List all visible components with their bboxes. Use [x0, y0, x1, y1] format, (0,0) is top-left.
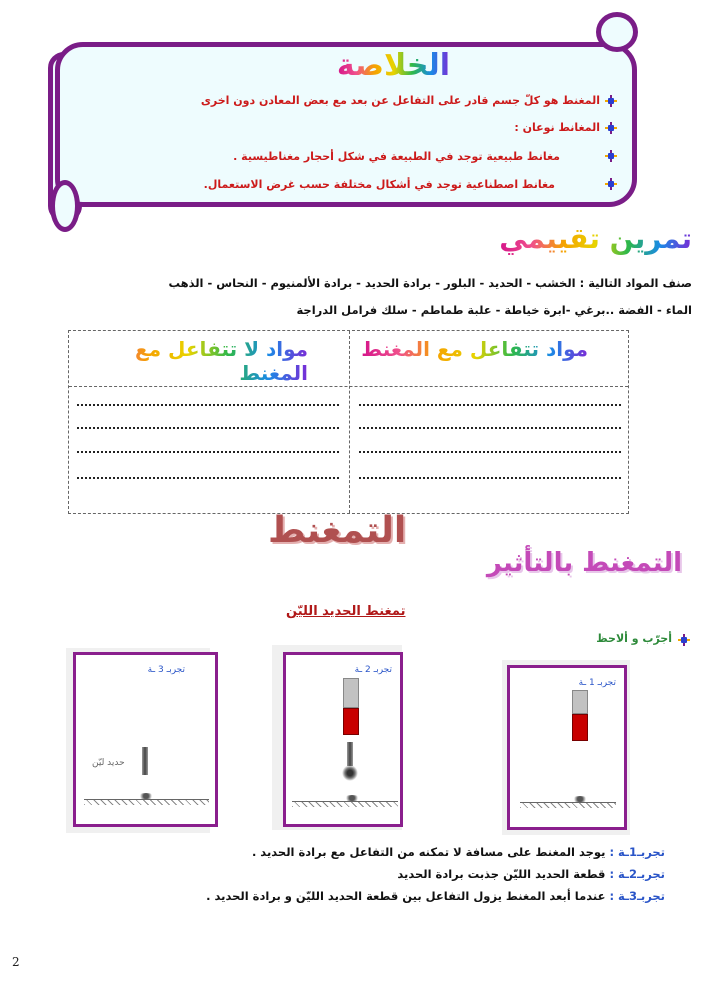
summary-line: مغانط اصطناعية توجد في أشكال مختلفة حسب غرض الاستعمال.: [203, 178, 555, 191]
experiment-2-label: تجربـ 2 ـة: [354, 665, 392, 675]
observation-text: عندما أبعد المغنط يزول التفاعل بين قطعة الحديد الليّن و برادة الحديد .: [206, 889, 606, 903]
answer-line[interactable]: [359, 451, 621, 453]
exercise-instruction: صنف المواد التالية : الخشب - الحديد - البلور - برادة الحديد - برادة الألمنيوم - النحاس - الذهب: [168, 276, 692, 290]
observation-text: يوجد المغنط على مسافة لا تمكنه من التفاعل مع برادة الحديد .: [251, 845, 606, 859]
observation-label: تجربـ3ـة :: [609, 889, 665, 903]
page-number: 2: [12, 955, 20, 969]
attached-filings-icon: [342, 765, 358, 781]
experiment-3-label: تجربـ 3 ـة: [147, 665, 185, 675]
column-header-not-interacts: مواد لا تتفاعل مع المغنط: [69, 337, 308, 385]
experiment-3-frame: [73, 652, 218, 827]
classification-table: [68, 330, 629, 514]
soft-iron-label: حديد ليّن: [92, 758, 125, 768]
table-hatch: [520, 803, 616, 808]
answer-line[interactable]: [77, 404, 339, 406]
exercise-title: تمرين تقييمي: [499, 222, 692, 255]
bullet-icon: [605, 122, 617, 134]
bullet-icon: [605, 178, 617, 190]
bullet-icon: [605, 95, 617, 107]
observation-line: [252, 845, 665, 859]
observation-line: [397, 867, 665, 881]
scroll-curl-decoration: [50, 180, 80, 232]
experiment-heading: تمغنط الحديد الليّن: [286, 604, 406, 619]
summary-line: مغانط طبيعية توجد في الطبيعة في شكل أحجار مغناطيسية .: [233, 150, 560, 163]
soft-iron-bar: [347, 742, 353, 766]
experiment-1-label: تجربـ 1 ـة: [578, 678, 616, 688]
magnet-pole: [343, 708, 359, 735]
magnet-icon: [572, 690, 588, 714]
experiment-2-frame: [283, 652, 403, 827]
instruction-label: أجرّب و ألاحظ: [596, 632, 672, 645]
summary-title: الخلاصة: [336, 48, 450, 83]
summary-line: المغنط هو كلّ جسم قادر على التفاعل عن بعد مع بعض المعادن دون اخرى: [200, 94, 600, 107]
exercise-instruction: الماء - الفضة ..برغي -ابرة خياطة - علبة طماطم - سلك فرامل الدراجة: [296, 303, 692, 317]
column-header-interacts: مواد تتفاعل مع المغنط: [361, 337, 588, 361]
summary-line: المغانط نوعان :: [514, 121, 600, 134]
section-title: التمغنط: [268, 510, 407, 551]
observation-label: تجربـ1ـة :: [609, 845, 665, 859]
answer-line[interactable]: [359, 404, 621, 406]
soft-iron-bar: [142, 747, 148, 775]
bullet-icon: [605, 150, 617, 162]
table-hatch: [84, 800, 209, 805]
section-subtitle: التمغنط بالتأثير: [486, 548, 682, 578]
magnet-pole: [572, 714, 588, 741]
answer-line[interactable]: [77, 427, 339, 429]
answer-line[interactable]: [77, 477, 339, 479]
scroll-curl-decoration: [596, 12, 638, 52]
answer-line[interactable]: [359, 427, 621, 429]
answer-line[interactable]: [359, 477, 621, 479]
magnet-icon: [343, 678, 359, 708]
experiment-1-frame: [507, 665, 627, 830]
observation-text: قطعة الحديد الليّن جذبت برادة الحديد: [397, 867, 606, 881]
observation-label: تجربـ2ـة :: [609, 867, 665, 881]
answer-line[interactable]: [77, 451, 339, 453]
observation-line: [206, 889, 665, 903]
bullet-icon: [678, 634, 690, 646]
table-hatch: [292, 802, 398, 807]
